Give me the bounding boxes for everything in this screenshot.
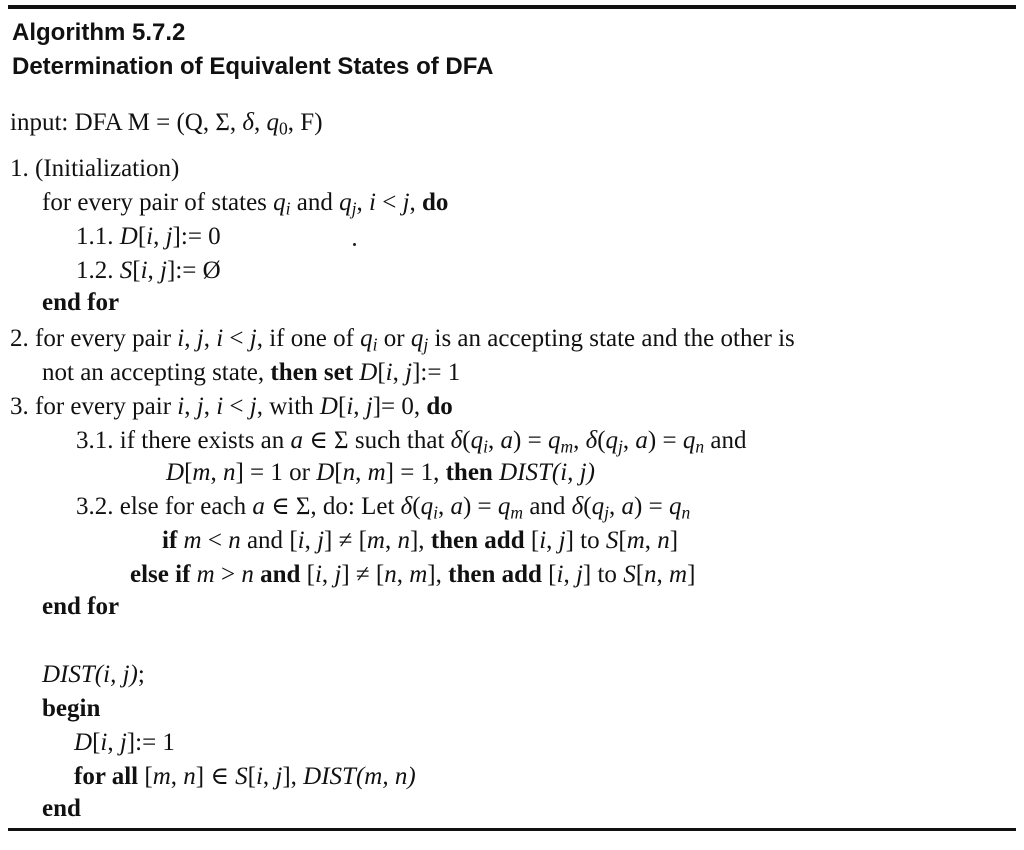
step-2-line-2: not an accepting state, then set D[i, j]:= 1 xyxy=(42,359,461,386)
step-3-2-line-3: else if m > n and [i, j] ≠ [n, m], then add [i, j] to S[n, m] xyxy=(130,561,696,588)
step-3-1-line-1: 3.1. if there exists an a ∈ Σ such that $\delta(q_i$, $a) = q_m$, $\delta(q_j$, $a) = q_n$ and xyxy=(76,427,747,457)
step-3-2-line-1: 3.2. else for each a ∈ Σ, do: Let $\delta(q_i$, $a) = q_m$ and $\delta(q_j$, $a) = q_n$ xyxy=(76,493,691,523)
input-line: input: DFA M = (Q, Σ, δ, $q_0$, F) xyxy=(10,109,323,139)
dist-end: end xyxy=(42,795,81,822)
algorithm-number: Algorithm 5.7.2 xyxy=(12,19,186,46)
bottom-rule xyxy=(8,828,1016,831)
algorithm-title: Determination of Equivalent States of DFA xyxy=(12,53,494,80)
dist-signature: DIST(i, j); xyxy=(42,661,145,688)
step-1-1: 1.1. D[i, j]:= 0 xyxy=(76,223,221,250)
step-3-endfor: end for xyxy=(42,593,120,620)
step-1-2: 1.2. S[i, j]:= Ø xyxy=(76,257,221,284)
step-3-2-line-2: if m < n and [i, j] ≠ [m, n], then add [i, j] to S[m, n] xyxy=(162,527,679,554)
step-2-line-1: 2. for every pair i, j, i < j, if one of $q_i$ or $q_j$ is an accepting state and the other is xyxy=(10,325,795,355)
step-3-1-line-2: D[m, n] = 1 or D[n, m] = 1, then DIST(i, j) xyxy=(166,459,595,486)
top-rule xyxy=(8,5,1016,9)
dist-begin: begin xyxy=(42,695,101,722)
step-1-endfor: end for xyxy=(42,289,120,316)
step-3: 3. for every pair i, j, i < j, with D[i, j]= 0, do xyxy=(10,393,453,420)
step-1-loop: for every pair of states $q_i$ and $q_j$, i < j, do xyxy=(42,189,449,219)
stray-dot xyxy=(353,243,356,246)
dist-for-all: for all [m, n] ∈ S[i, j], DIST(m, n) xyxy=(74,763,416,790)
dist-assign: D[i, j]:= 1 xyxy=(74,729,175,756)
step-1: 1. (Initialization) xyxy=(10,155,180,182)
